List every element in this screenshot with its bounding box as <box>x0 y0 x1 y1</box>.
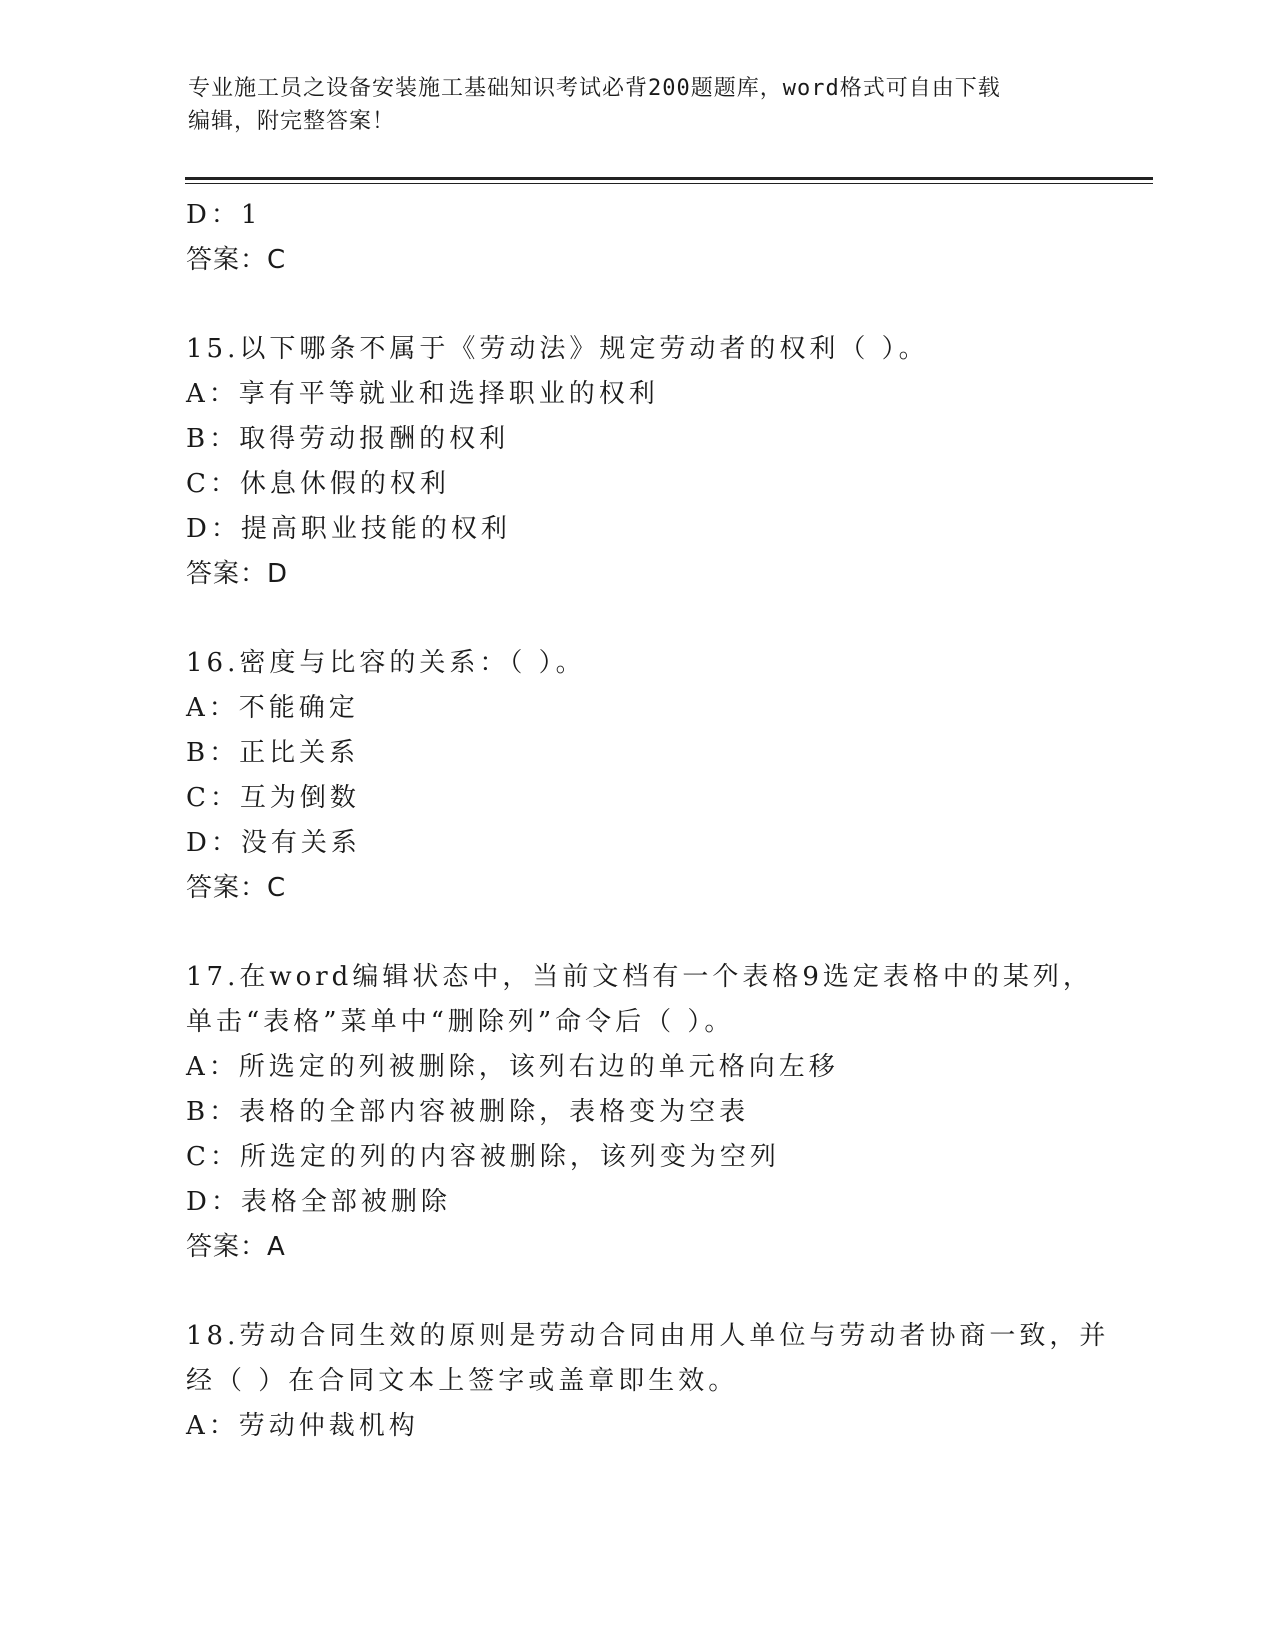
question-stem-line-1: 17.在word编辑状态中，当前文档有一个表格9选定表格中的某列， <box>186 962 1093 992</box>
question-18 <box>186 1314 1146 1449</box>
question-16 <box>186 641 1146 911</box>
question-stem: 16.密度与比容的关系：（ ）。 <box>186 648 586 678</box>
answer: 答案：A <box>186 1232 286 1262</box>
option-d: D：表格全部被删除 <box>186 1187 451 1217</box>
question-17 <box>186 955 1146 1270</box>
option-b: B：正比关系 <box>186 738 360 768</box>
header-title-line-1: 专业施工员之设备安装施工基础知识考试必背200题题库，word格式可自由下载 <box>188 76 1001 101</box>
option-b: B：取得劳动报酬的权利 <box>186 424 510 454</box>
answer: 答案：C <box>186 873 287 903</box>
prev-option-d: D：1 <box>186 200 262 230</box>
option-d: D：提高职业技能的权利 <box>186 514 511 544</box>
option-a: A：享有平等就业和选择职业的权利 <box>186 379 659 409</box>
header-title-line-2: 编辑，附完整答案！ <box>188 109 396 134</box>
document-header <box>188 72 1088 138</box>
question-stem-line-2: 单击“表格”菜单中“删除列”命令后（ ）。 <box>186 1007 735 1037</box>
option-a: A：所选定的列被删除，该列右边的单元格向左移 <box>186 1052 839 1082</box>
question-stem-line-2: 经（ ）在合同文本上签字或盖章即生效。 <box>186 1366 739 1396</box>
header-rule-thin <box>185 183 1153 184</box>
option-c: C：休息休假的权利 <box>186 469 450 499</box>
question-list <box>186 193 1146 1449</box>
question-stem-line-1: 18.劳动合同生效的原则是劳动合同由用人单位与劳动者协商一致，并 <box>186 1321 1110 1351</box>
answer: 答案：D <box>186 559 289 589</box>
question-15 <box>186 327 1146 597</box>
option-b: B：表格的全部内容被删除，表格变为空表 <box>186 1097 750 1127</box>
header-rule-thick <box>185 177 1153 180</box>
option-a: A：不能确定 <box>186 693 359 723</box>
question-stem: 15.以下哪条不属于《劳动法》规定劳动者的权利（ ）。 <box>186 334 929 364</box>
option-c: C：所选定的列的内容被删除，该列变为空列 <box>186 1142 780 1172</box>
option-a: A：劳动仲裁机构 <box>186 1411 419 1441</box>
option-c: C：互为倒数 <box>186 783 360 813</box>
option-d: D：没有关系 <box>186 828 361 858</box>
prev-answer: 答案：C <box>186 245 287 275</box>
